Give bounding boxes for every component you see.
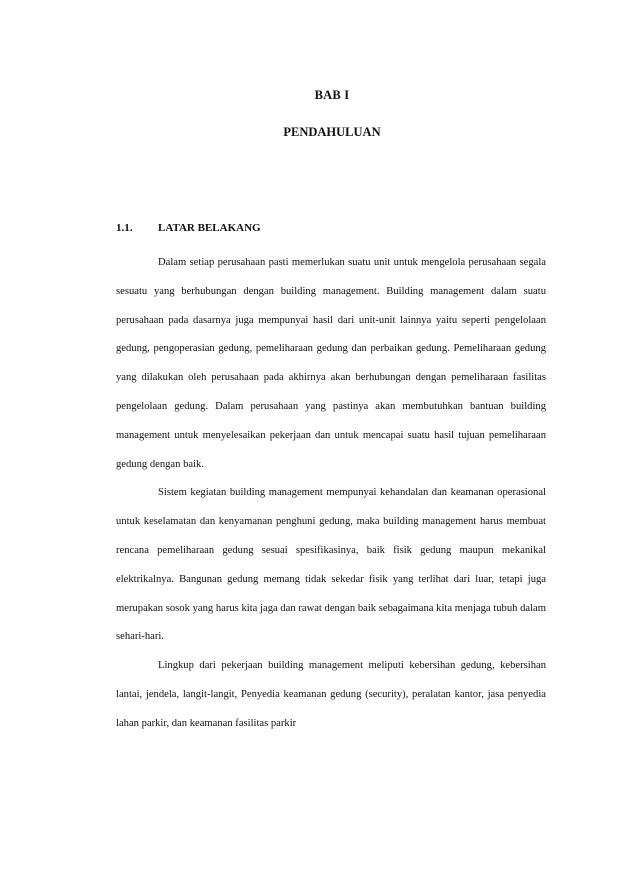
paragraph-3: Lingkup dari pekerjaan building management meliputi kebersihan gedung, kebersihan lantai, jendela, langit-langit, Penyedia keamanan gedung (security), peralatan kantor, jasa penyedia lahan parkir, dan keamanan fasilitas parkir xyxy=(116,660,546,729)
chapter-number: BAB I xyxy=(314,88,350,102)
section-number: 1.1. xyxy=(116,222,133,234)
section-title: LATAR BELAKANG xyxy=(158,222,261,234)
paragraph-2: Sistem kegiatan building management mempunyai kehandalan dan keamanan operasional untuk keselamatan dan kenyamanan penghuni gedung, maka building management harus membuat rencana pemeliharaan gedung sesuai spesifikasinya, baik fisik gedung maupun mekanikal elektrikalnya. Bangunan gedung memang tidak sekedar fisik yang terlihat dari luar, tetapi juga merupakan sosok yang harus kita jaga dan rawat dengan baik sebagaimana kita menjaga tubuh dalam sehari-hari. xyxy=(116,487,546,643)
paragraph-1: Dalam setiap perusahaan pasti memerlukan suatu unit untuk mengelola perusahaan segala sesuatu yang berhubungan dengan building management. Building management dalam suatu perusahaan pada dasarnya juga mempunyai hasil dari unit-unit lainnya yaitu seperti pengelolaan gedung, pengoperasian gedung, pemeliharaan gedung dan perbaikan gedung. Pemeliharaan gedung yang dilakukan oleh perusahaan pada akhirnya akan berhubungan dengan pemeliharaan fasilitas pengelolaan gedung. Dalam perusahaan yang pastinya akan membutuhkan bantuan building management untuk menyelesaikan pekerjaan dan untuk mencapai suatu hasil tujuan pemeliharaan gedung dengan baik. xyxy=(116,257,546,470)
body-text xyxy=(116,249,546,739)
chapter-title: PENDAHULUAN xyxy=(283,125,381,139)
section-heading xyxy=(116,222,261,234)
